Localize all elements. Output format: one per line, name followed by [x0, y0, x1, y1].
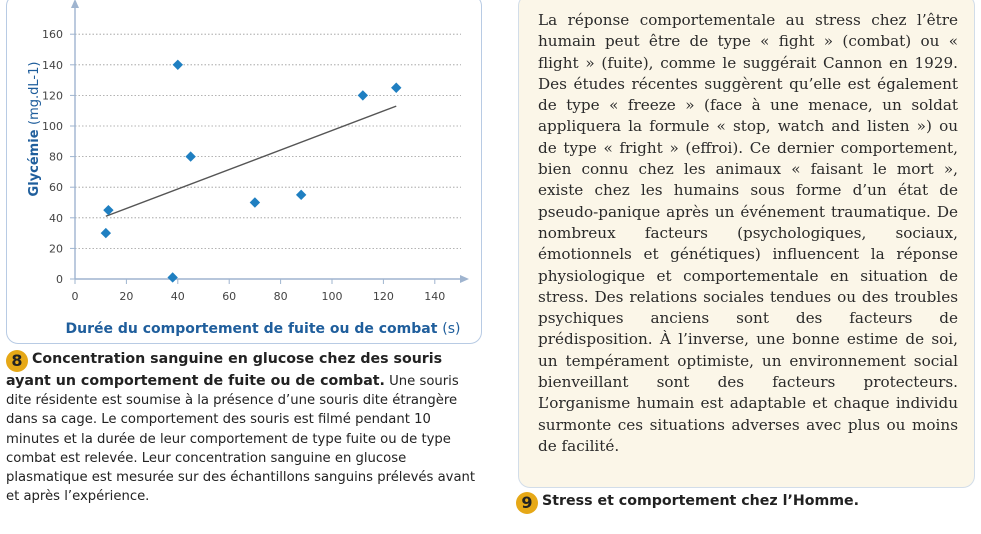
- x-tick-label: 120: [372, 290, 394, 303]
- x-tick-label: 100: [321, 290, 343, 303]
- y-tick-label: 60: [49, 181, 63, 195]
- x-tick-label: 140: [424, 290, 446, 303]
- y-tick-label: 120: [42, 89, 63, 103]
- data-point: [250, 197, 260, 207]
- y-tick-label: 100: [42, 120, 63, 133]
- y-tick-label: 20: [49, 242, 63, 256]
- y-tick-label: 0: [56, 273, 63, 286]
- doc9-title: Stress et comportement chez l’Homme.: [542, 493, 860, 509]
- y-tick-label: 80: [49, 150, 63, 164]
- doc8-text: Une souris dite résidente est soumise à la présence d’une souris dite étrangère dans sa cage. Le comportement des souris est filmé pendant 10 minutes et la durée de leur comportement de type fuite ou de type combat est relevée. Leur concentration sanguine en glucose plasmatique est mesurée sur des échantillons sanguins prélevés avant et après l’expérience.: [6, 374, 476, 505]
- data-point: [185, 151, 195, 161]
- doc9-caption: [516, 490, 859, 514]
- data-point: [358, 90, 368, 100]
- doc9-number-badge: 9: [516, 492, 538, 514]
- doc9-text-box: [518, 0, 975, 488]
- y-tick-label: 160: [42, 28, 63, 42]
- x-tick-label: 60: [222, 290, 237, 303]
- y-tick-label: 140: [42, 58, 63, 72]
- y-axis-title: [27, 62, 42, 197]
- y-axis-arrow: [71, 0, 79, 8]
- x-axis-title: [66, 321, 461, 337]
- x-tick-label: 20: [119, 290, 134, 303]
- data-point: [296, 190, 306, 200]
- data-point: [101, 228, 111, 238]
- y-tick-label: 40: [49, 211, 63, 225]
- data-point: [167, 272, 177, 282]
- doc8-title: Concentration sanguine en glucose chez des souris ayant un comportement de fuite ou de combat.: [6, 351, 443, 389]
- x-axis-arrow: [460, 275, 469, 283]
- x-tick-label: 80: [273, 290, 288, 303]
- x-axis-title-text: Durée du comportement de fuite ou de combat: [65, 321, 443, 337]
- chart-frame: [6, 0, 482, 344]
- scatter-chart: [7, 0, 483, 345]
- doc9-paragraph: La réponse comportementale au stress chez l’être humain peut être de type « fight » (combat) ou « flight » (fuite), comme le suggérait Cannon en 1929. Des études récentes suggèrent qu’elle est également de type « freeze » (face à une menace, un soldat appliquera la formule « stop, watch and listen ») ou de type « fright » (effroi). Ce dernier comportement, bien connu chez les animaux « faisant le mort », existe chez les humains sous forme d’un état de pseudo-panique après un événement traumatique. De nombreux facteurs (psychologiques, sociaux, émotionnels et génétiques) influencent la réponse physiologique et comportementale en situation de stress. Des relations sociales tendues ou des troubles psychiques anciens sont des facteurs de prédisposition. À l’inverse, une bonne estime de soi, un tempérament optimiste, un environnement social bienveillant sont des facteurs protecteurs. L’organisme humain est adaptable et chaque individu surmonte ces situations adverses avec plus ou moins de facilité.: [538, 11, 958, 455]
- x-tick-label: 0: [71, 290, 79, 303]
- y-axis-title-text: Glycémie: [27, 124, 42, 197]
- data-point: [391, 83, 401, 93]
- trend-line: [106, 106, 396, 216]
- data-point: [173, 60, 183, 70]
- x-axis-title-unit: (s): [442, 321, 461, 337]
- x-tick-label: 40: [170, 290, 185, 303]
- doc8-caption: [6, 350, 488, 506]
- y-axis-title-unit: (mg.dL-1): [27, 61, 42, 125]
- doc8-number-badge: 8: [6, 350, 28, 372]
